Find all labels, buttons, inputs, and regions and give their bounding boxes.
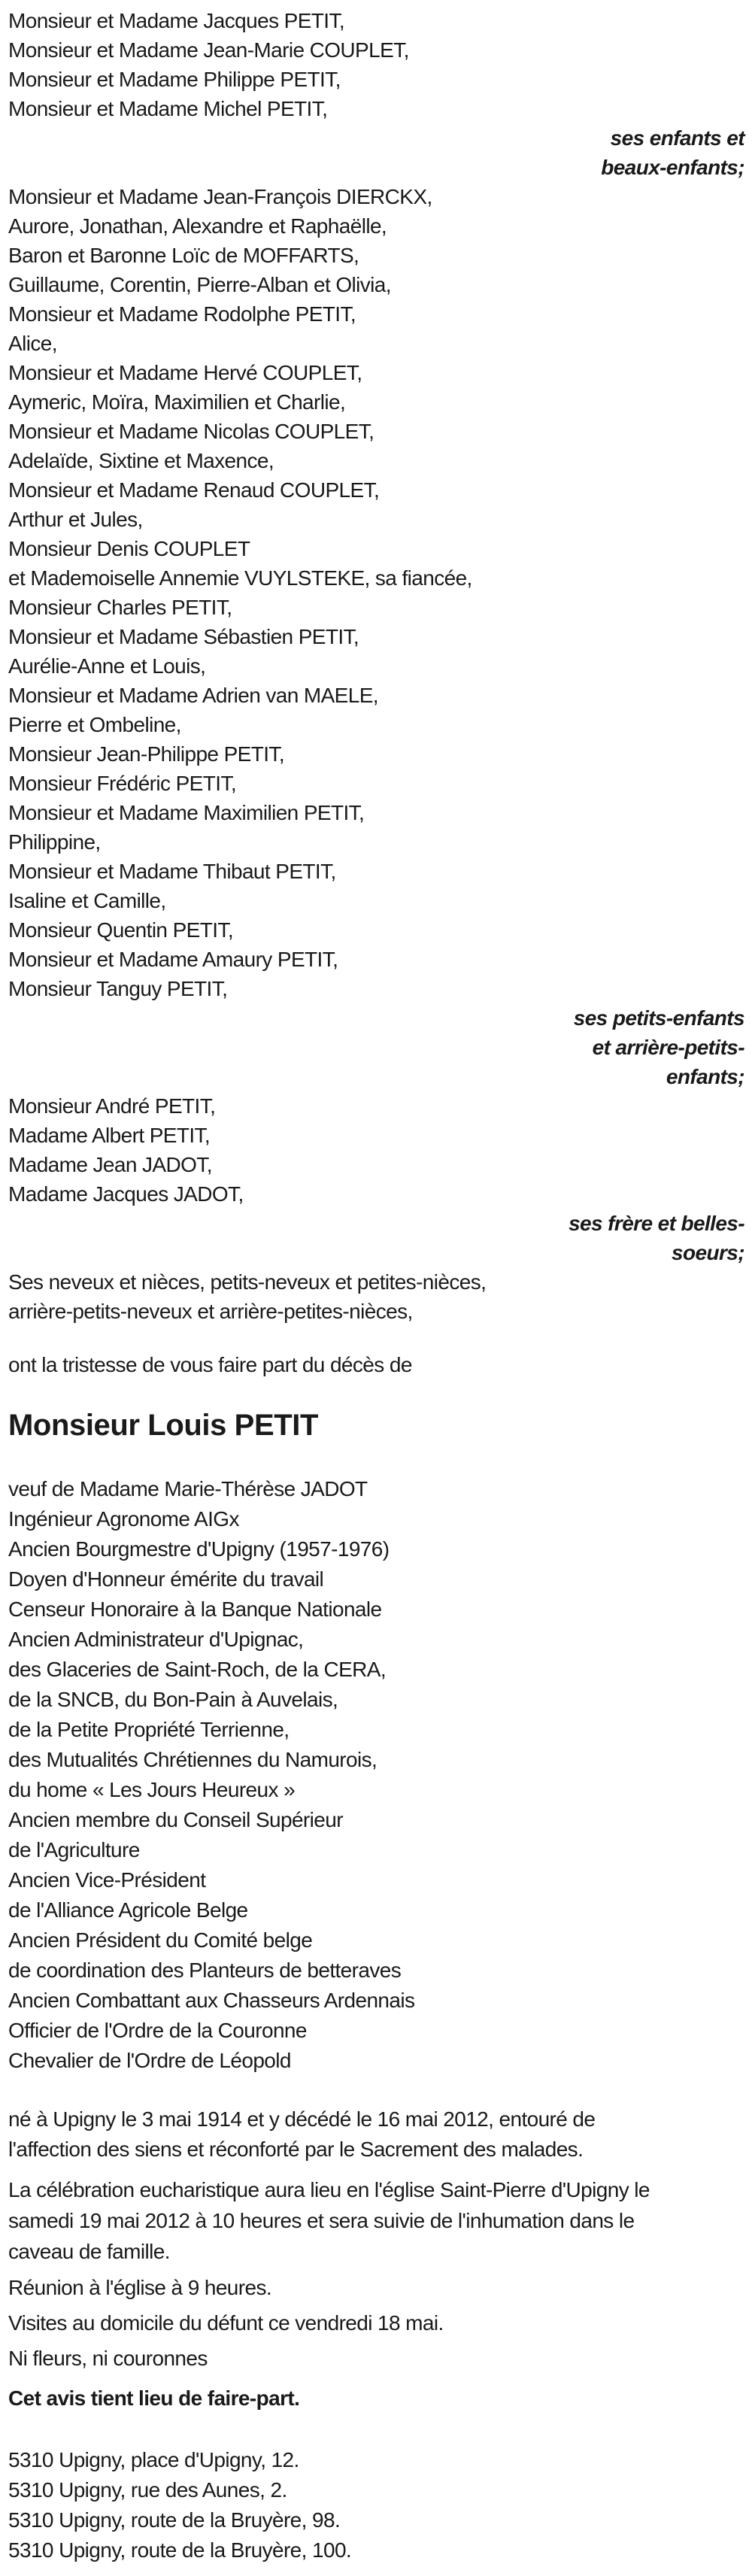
text-line: Madame Jean JADOT, (8, 1153, 212, 1176)
text-line: 5310 Upigny, route de la Bruyère, 98. (8, 2508, 341, 2532)
text-line: et arrière-petits- (592, 1036, 744, 1059)
text-line: Guillaume, Corentin, Pierre-Alban et Olivia, (8, 273, 391, 296)
text-line: Monsieur et Madame Jean-François DIERCKX, (8, 185, 432, 208)
siblings-names (8, 1091, 744, 1209)
text-line: Monsieur André PETIT, (8, 1094, 216, 1118)
text-line: Arthur et Jules, (8, 508, 143, 531)
text-line: Adelaïde, Sixtine et Maxence, (8, 449, 274, 472)
text-line: de la SNCB, du Bon-Pain à Auvelais, (8, 1688, 338, 1711)
text-line: Aurore, Jonathan, Alexandre et Raphaëlle, (8, 214, 387, 238)
text-line: soeurs; (672, 1241, 744, 1264)
text-line: Monsieur et Madame Philippe PETIT, (8, 68, 341, 91)
text-line: Monsieur et Madame Renaud COUPLET, (8, 478, 380, 502)
text-line: Monsieur Quentin PETIT, (8, 918, 233, 942)
meeting-line: Réunion à l'église à 9 heures. (8, 2276, 272, 2299)
text-line: veuf de Madame Marie-Thérèse JADOT (8, 1477, 368, 1500)
text-line: Censeur Honoraire à la Banque Nationale (8, 1597, 382, 1621)
text-line: 5310 Upigny, place d'Upigny, 12. (8, 2448, 299, 2471)
text-line: 5310 Upigny, route de la Bruyère, 100. (8, 2538, 352, 2562)
text-line: beaux-enfants; (601, 156, 744, 179)
text-line: de coordination des Planteurs de betteraves (8, 1959, 402, 1982)
text-line: Ancien membre du Conseil Supérieur (8, 1808, 343, 1831)
text-line: Aymeric, Moïra, Maximilien et Charlie, (8, 390, 346, 414)
text-line: de l'Alliance Agricole Belge (8, 1898, 248, 1922)
notice-statement-line: Cet avis tient lieu de faire-part. (8, 2386, 300, 2410)
text-line: Monsieur et Madame Rodolphe PETIT, (8, 302, 356, 326)
text-line: Monsieur et Madame Michel PETIT, (8, 97, 328, 120)
text-line: Ancien Administrateur d'Upignac, (8, 1628, 304, 1651)
text-line: de la Petite Propriété Terrienne, (8, 1718, 290, 1741)
text-line: Officier de l'Ordre de la Couronne (8, 2019, 307, 2042)
text-line: Monsieur et Madame Nicolas COUPLET, (8, 420, 374, 443)
text-line: Monsieur et Madame Hervé COUPLET, (8, 361, 362, 384)
text-line: Ingénieur Agronome AIGx (8, 1507, 239, 1531)
text-line: des Mutualités Chrétiennes du Namurois, (8, 1748, 378, 1771)
text-line: Monsieur et Madame Jacques PETIT, (8, 9, 345, 32)
text-line: ses frère et belles- (569, 1212, 744, 1235)
no-flowers-line: Ni fleurs, ni couronnes (8, 2347, 208, 2370)
text-line: et Mademoiselle Annemie VUYLSTEKE, sa fiancée, (8, 566, 472, 590)
text-line: des Glaceries de Saint-Roch, de la CERA, (8, 1658, 387, 1681)
text-line: Madame Albert PETIT, (8, 1124, 211, 1147)
text-line: Monsieur et Madame Amaury PETIT, (8, 948, 338, 971)
birth-death-paragraph (8, 2104, 744, 2165)
text-line: Monsieur Jean-Philippe PETIT, (8, 742, 284, 766)
text-line: Isaline et Camille, (8, 889, 166, 912)
text-line: du home « Les Jours Heureux » (8, 1778, 296, 1801)
text-line: l'affection des siens et réconforté par le Sacrement des malades. (8, 2138, 584, 2161)
text-line: Ancien Combattant aux Chasseurs Ardennais (8, 1989, 415, 2012)
text-line: ses petits-enfants (573, 1006, 744, 1030)
text-line: enfants; (666, 1065, 744, 1088)
grandchildren-relation-label (8, 1003, 744, 1091)
ceremony-paragraph (8, 2174, 744, 2267)
titles-honors-list (8, 1474, 744, 2076)
text-line: La célébration eucharistique aura lieu en l'église Saint-Pierre d'Upigny le (8, 2178, 650, 2201)
nieces-nephews-lines (8, 1267, 744, 1326)
text-line: Monsieur et Madame Adrien van MAELE, (8, 684, 378, 707)
visits-line: Visites au domicile du défunt ce vendredi 18 mai. (8, 2311, 444, 2335)
siblings-relation-label (8, 1209, 744, 1267)
text-line: de l'Agriculture (8, 1838, 140, 1861)
text-line: Madame Jacques JADOT, (8, 1182, 244, 1206)
text-line: Monsieur Tanguy PETIT, (8, 977, 228, 1000)
text-line: Ancien Vice-Président (8, 1868, 206, 1892)
text-line: Monsieur Frédéric PETIT, (8, 772, 237, 795)
deceased-name-heading: Monsieur Louis PETIT (8, 1409, 319, 1442)
children-names (8, 6, 744, 123)
text-line: Doyen d'Honneur émérite du travail (8, 1567, 324, 1591)
text-line: Monsieur et Madame Thibaut PETIT, (8, 860, 336, 883)
text-line: Ancien Président du Comité belge (8, 1928, 313, 1952)
relatives-section (8, 6, 744, 1326)
text-line: Monsieur et Madame Jean-Marie COUPLET, (8, 38, 409, 62)
text-line: Monsieur Charles PETIT, (8, 596, 232, 619)
text-line: caveau de famille. (8, 2240, 170, 2263)
text-line: Ses neveux et nièces, petits-neveux et petites-nièces, (8, 1270, 487, 1294)
text-line: Pierre et Ombeline, (8, 713, 181, 736)
text-line: Monsieur Denis COUPLET (8, 537, 250, 560)
text-line: 5310 Upigny, rue des Aunes, 2. (8, 2478, 287, 2502)
text-line: Alice, (8, 332, 57, 355)
grandchildren-names (8, 182, 744, 1003)
text-line: arrière-petits-neveux et arrière-petites-nièces, (8, 1300, 413, 1323)
text-line: Philippine, (8, 830, 101, 854)
text-line: samedi 19 mai 2012 à 10 heures et sera suivie de l'inhumation dans le (8, 2209, 635, 2232)
intro-line: ont la tristesse de vous faire part du décès de (8, 1353, 412, 1376)
text-line: Monsieur et Madame Sébastien PETIT, (8, 625, 359, 648)
text-line: Aurélie-Anne et Louis, (8, 654, 206, 678)
text-line: Chevalier de l'Ordre de Léopold (8, 2049, 291, 2072)
text-line: ses enfants et (610, 126, 744, 150)
addresses-list (8, 2445, 744, 2565)
text-line: Baron et Baronne Loïc de MOFFARTS, (8, 244, 359, 267)
text-line: Ancien Bourgmestre d'Upigny (1957-1976) (8, 1537, 390, 1561)
children-relation-label (8, 123, 744, 182)
text-line: Monsieur et Madame Maximilien PETIT, (8, 801, 365, 824)
text-line: né à Upigny le 3 mai 1914 et y décédé le 16 mai 2012, entouré de (8, 2107, 596, 2131)
